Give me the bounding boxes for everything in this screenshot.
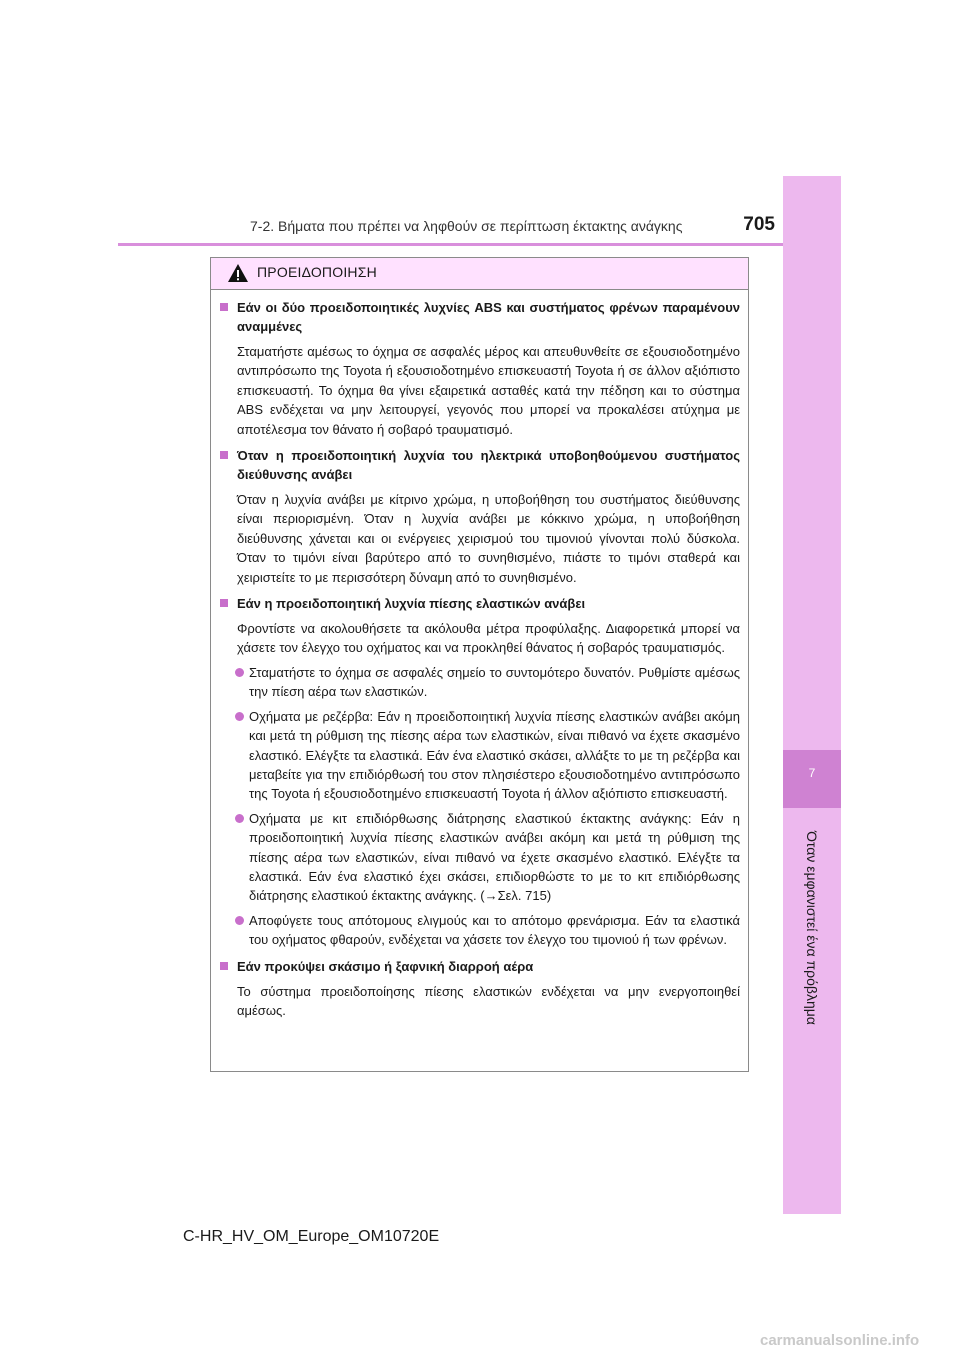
section-paragraph: Το σύστημα προειδοποίησης πίεσης ελαστικών ενδέχεται να μην ενεργοποιηθεί αμέσως. (237, 983, 740, 1018)
square-bullet-icon (220, 303, 228, 311)
list-item: Οχήματα με κιτ επιδιόρθωσης διάτρησης ελαστικού έκτακτης ανάγκης: Εάν η προειδοποιητική λυχνία πίεσης ελαστικών ανάβει ακόμη και μετά τη ρύθμιση της πίεσης αέρα των ελαστικών, είναι πιθανό να έχετε σκασμένο ελαστικό. Ελέγξτε τα ελαστικά. Εάν ένα ελαστικό έχει σκάσει, επιδιορθώστε το με το κιτ επιδιόρθωσης διάτρησης ελαστικού έκτακτης ανάγκης. (→Σελ. 715) (219, 809, 740, 906)
section-paragraph: Όταν η λυχνία ανάβει με κίτρινο χρώμα, η υποβοήθηση του συστήματος διεύθυνσης είναι περιορισμένη. Όταν η λυχνία ανάβει με κόκκινο χρώμα, η υποβοήθηση διεύθυνσης χάνεται και οι ενέργειες χειρισμού του τιμονιού γίνονται πολύ δύσκολα. Όταν το τιμόνι είναι βαρύτερο από το συνηθισμένο, πιάστε το τιμόνι σταθερά και χειριστείτε το με περισσότερη δύναμη από το συνηθισμένο. (237, 492, 740, 585)
section-heading: Εάν οι δύο προειδοποιητικές λυχνίες ABS και συστήματος φρένων παραμένουν αναμμένες (237, 300, 740, 334)
warning-title: ΠΡΟΕΙΔΟΠΟΙΗΣΗ (257, 264, 377, 280)
document-code: C-HR_HV_OM_Europe_OM10720E (183, 1228, 440, 1245)
section-heading: Εάν η προειδοποιητική λυχνία πίεσης ελαστικών ανάβει (237, 596, 586, 612)
warning-section-abs-brake (219, 298, 740, 439)
list-item: Οχήματα με ρεζέρβα: Εάν η προειδοποιητική λυχνία πίεσης ελαστικών ανάβει ακόμη και μετά τη ρύθμιση της πίεσης αέρα των ελαστικών, είναι πιθανό να έχετε σκασμένο ελαστικό. Ελέγξτε τα ελαστικά. Εάν ένα ελαστικό σκάσει, αλλάξτε το με τη ρεζέρβα και μεταβείτε για την επιδιόρθωσή του στον πλησιέστερο εξουσιοδοτημένο αντιπρόσωπο της Toyota ή εξουσιοδοτημένο επισκευαστή Toyota ή άλλον αξιόπιστο επισκευαστή. (219, 707, 740, 804)
warning-body (211, 290, 748, 1020)
header-divider (118, 243, 783, 246)
square-bullet-icon (220, 451, 228, 459)
warning-section-puncture (219, 957, 740, 1021)
circle-bullet-icon (235, 712, 244, 721)
section-heading: Εάν προκύψει σκάσιμο ή ξαφνική διαρροή αέρα (237, 958, 534, 974)
section-title: 7-2. Βήματα που πρέπει να ληφθούν σε περίπτωση έκτακτης ανάγκης (250, 218, 683, 234)
chapter-number: 7 (808, 766, 816, 780)
section-paragraph: Φροντίστε να ακολουθήσετε τα ακόλουθα μέτρα προφύλαξης. Διαφορετικά μπορεί να χάσετε τον έλεγχο του οχήματος και να προκληθεί θάνατος ή σοβαρός τραυματισμός. (237, 621, 740, 656)
warning-section-power-steering (219, 446, 740, 587)
list-item: Σταματήστε το όχημα σε ασφαλές σημείο το συντομότερο δυνατόν. Ρυθμίστε αμέσως την πίεση αέρα των ελαστικών. (219, 663, 740, 702)
circle-bullet-icon (235, 814, 244, 823)
warning-section-tire-pressure (219, 594, 740, 950)
page-number: 705 (743, 214, 775, 235)
chapter-title: Όταν εμφανιστεί ένα πρόβλημα (804, 831, 820, 1025)
chapter-side-tab (783, 176, 841, 1214)
circle-bullet-icon (235, 668, 244, 677)
square-bullet-icon (220, 962, 228, 970)
list-item: Αποφύγετε τους απότομους ελιγμούς και το απότομο φρενάρισμα. Εάν τα ελαστικά του οχήματος φθαρούν, ενδέχεται να χάσετε τον έλεγχο του τιμονιού ή των φρένων. (219, 911, 740, 950)
warning-box (210, 257, 749, 1072)
section-paragraph: Σταματήστε αμέσως το όχημα σε ασφαλές μέρος και απευθυνθείτε σε εξουσιοδοτημένο αντιπρόσωπο της Toyota ή εξουσιοδοτημένο επισκευαστή Toyota ή σε άλλον αξιόπιστο επισκευαστή. Το όχημα θα γίνει εξαιρετικά ασταθές κατά την πέδηση και το σύστημα ABS ενδέχεται να μην λειτουργεί, γεγονός που μπορεί να προκαλέσει ατύχημα με αποτέλεσμα τον θάνατο ή σοβαρό τραυματισμό. (237, 344, 740, 437)
warning-triangle-icon (227, 263, 249, 283)
watermark: carmanualsonline.info (760, 1332, 920, 1349)
section-heading: Όταν η προειδοποιητική λυχνία του ηλεκτρικά υποβοηθούμενου συστήματος διεύθυνσης ανάβει (237, 448, 740, 483)
circle-bullet-icon (235, 916, 244, 925)
square-bullet-icon (220, 599, 228, 607)
warning-header (211, 258, 748, 290)
